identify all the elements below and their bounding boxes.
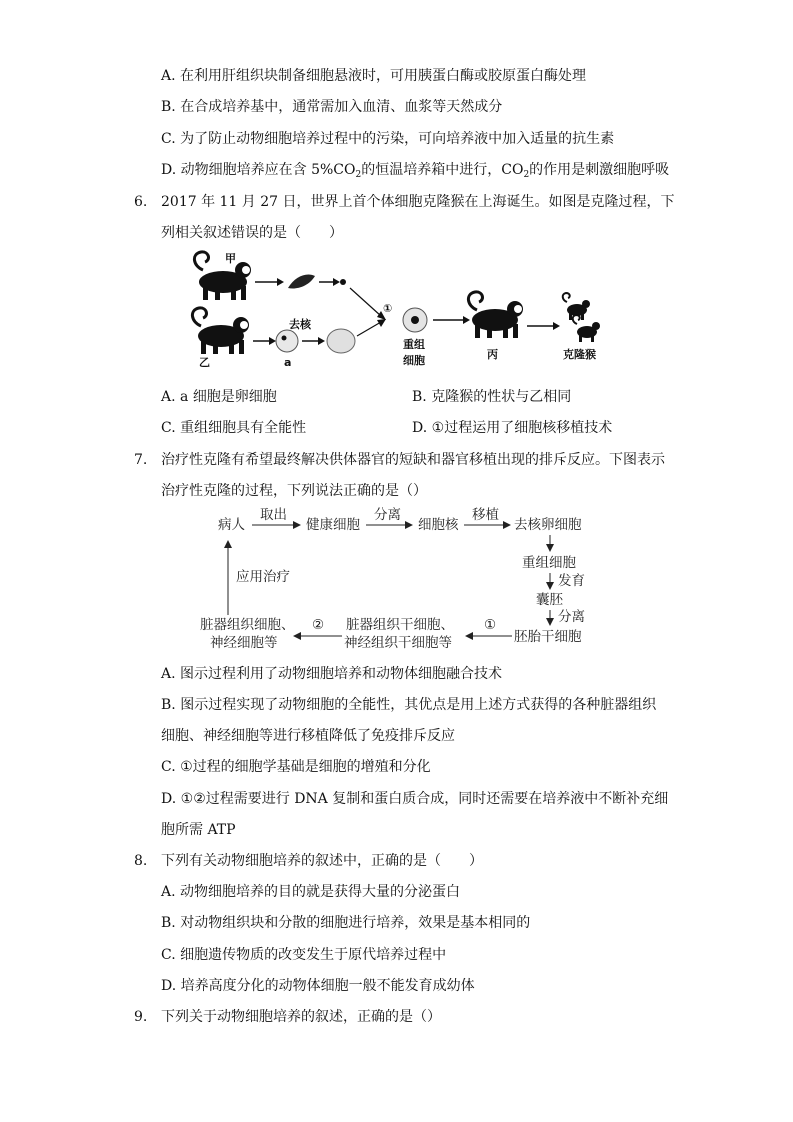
q7-option-c: C. ①过程的细胞学基础是细胞的增殖和分化 (161, 759, 431, 775)
somatic-cell-icon (288, 275, 315, 289)
q6-stem-line2: 列相关叙述错误的是（ ） (161, 225, 343, 241)
egg-cell-a-icon (276, 330, 298, 352)
node-bingren: 病人 (218, 517, 245, 533)
label-xi-bao: 细胞 (403, 354, 425, 367)
label-yi: 乙 (199, 356, 210, 369)
edge-quchu: 取出 (260, 507, 287, 523)
q6-option-d: D. ①过程运用了细胞核移植技术 (412, 420, 613, 436)
q7-stem-line2: 治疗性克隆的过程，下列说法正确的是（） (161, 483, 427, 499)
clone-monkeys-icon (563, 293, 600, 342)
node-peitai: 胚胎干细胞 (514, 629, 582, 645)
q8-stem: 下列有关动物细胞培养的叙述中，正确的是（ ） (161, 853, 483, 869)
q8-number: 8. (134, 853, 148, 869)
monkey-yi-icon (192, 308, 249, 354)
q5-option-a: A. 在利用肝组织块制备细胞悬液时，可用胰蛋白酶或胶原蛋白酶处理 (161, 68, 587, 84)
q5-option-c: C. 为了防止动物细胞培养过程中的污染，可向培养液中加入适量的抗生素 (161, 131, 615, 147)
label-bing: 丙 (487, 348, 498, 361)
node-quhe-luan: 去核卵细胞 (514, 517, 582, 533)
edge-fayu: 发育 (558, 573, 585, 589)
nucleus-dot-icon (340, 279, 346, 285)
node-zuzhi-1: 脏器组织细胞、 (200, 617, 295, 633)
q6-stem-line1: 2017 年 11 月 27 日，世界上首个体细胞克隆猴在上海诞生。如图是克隆过程，下 (161, 194, 675, 210)
q7-option-d: D. ①②过程需要进行 DNA 复制和蛋白质合成，同时还需要在培养液中不断补充细 (161, 791, 669, 807)
q6-option-c: C. 重组细胞具有全能性 (161, 420, 307, 436)
q7-stem-line1: 治疗性克隆有希望最终解决供体器官的短缺和器官移植出现的排斥反应。下图表示 (161, 452, 665, 468)
edge-fenli: 分离 (374, 507, 401, 523)
q6-option-b: B. 克隆猴的性状与乙相同 (412, 389, 572, 405)
q7-option-a: A. 图示过程利用了动物细胞培养和动物体细胞融合技术 (161, 666, 503, 682)
monkey-bing-icon (468, 292, 523, 338)
node-ganxibao-2: 神经组织干细胞等 (344, 635, 452, 650)
q8-option-d: D. 培养高度分化的动物体细胞一般不能发育成幼体 (161, 978, 475, 994)
edge-fenli2: 分离 (558, 609, 585, 625)
enucleated-egg-icon (327, 329, 355, 353)
q7-option-b: B. 图示过程实现了动物细胞的全能性，其优点是用上述方式获得的各种脏器组织 (161, 697, 657, 713)
q7-number: 7. (134, 452, 148, 468)
node-ganxibao-1: 脏器组织干细胞、 (346, 617, 454, 633)
label-chong-zu: 重组 (403, 338, 425, 351)
q7-flow-diagram (196, 505, 596, 650)
q7-option-b-cont: 细胞、神经细胞等进行移植降低了免疫排斥反应 (161, 728, 455, 744)
label-a: a (284, 356, 292, 369)
node-jiankang: 健康细胞 (306, 517, 360, 533)
q5-option-b: B. 在合成培养基中，通常需加入血清、血浆等天然成分 (161, 99, 503, 115)
edge-step1: ① (484, 617, 497, 633)
q8-option-b: B. 对动物组织块和分散的细胞进行培养，效果是基本相同的 (161, 915, 531, 931)
q8-option-a: A. 动物细胞培养的目的就是获得大量的分泌蛋白 (161, 884, 461, 900)
label-clone: 克隆猴 (563, 348, 596, 361)
label-qu-he: 去核 (289, 318, 311, 331)
label-step1: ① (383, 302, 393, 315)
q6-option-a: A. a 细胞是卵细胞 (161, 389, 277, 405)
node-chongzu: 重组细胞 (522, 555, 576, 571)
edge-yizhi: 移植 (472, 507, 499, 523)
q6-clone-figure (185, 248, 605, 370)
label-jia: 甲 (225, 252, 236, 265)
edge-step2: ② (312, 617, 325, 633)
q6-number: 6. (134, 194, 148, 210)
q9-number: 9. (134, 1009, 148, 1025)
node-nangpei: 囊胚 (536, 592, 563, 608)
q8-option-c: C. 细胞遗传物质的改变发生于原代培养过程中 (161, 947, 447, 963)
node-xibaohe: 细胞核 (418, 517, 459, 533)
q9-stem: 下列关于动物细胞培养的叙述，正确的是（） (161, 1009, 441, 1025)
edge-yingyong: 应用治疗 (236, 569, 290, 585)
node-zuzhi-2: 神经细胞等 (210, 635, 278, 650)
monkey-jia-icon (194, 252, 251, 300)
q5-option-d: D. 动物细胞培养应在含 $5\%CO_2$的恒温培养箱中进行，$CO_2$的作用是刺激细胞呼吸 (161, 162, 670, 180)
q7-option-d-cont: 胞所需 ATP (161, 822, 236, 838)
